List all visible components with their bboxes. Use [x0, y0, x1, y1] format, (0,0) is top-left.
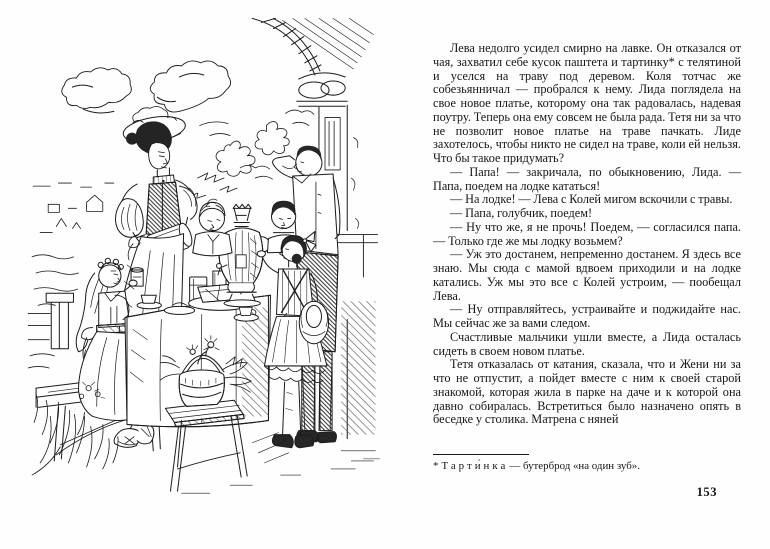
footnote-block	[433, 454, 741, 473]
paragraph-5: — Ну что же, я не прочь! Поедем, — согласился папа. — Только где же мы лодку возьмем?	[433, 219, 741, 248]
paragraph-7: — Ну отправляйтесь, устраивайте и поджидайте нас. Мы сейчас же за вами следом.	[433, 302, 741, 330]
child-at-table-left	[193, 199, 232, 256]
left-page	[28, 16, 422, 532]
paragraph-8: Счастливые мальчики ушли вместе, а Лида осталась сидеть в своем новом платье.	[433, 329, 741, 358]
paragraph-4: — Папа, голубчик, поедем!	[450, 206, 593, 220]
paragraph-2: — Папа! — закричала, по обыкновению, Лида. — Папа, поедем на лодке кататься!	[433, 164, 741, 193]
paragraph-9: Тетя отказалась от катания, сказала, что и Жени ни за что не отпустит, а пойдет вместе с ним к своей старой знакомой, которая жила в парке на даче и к которой она давно собиралась. Встретиться было назначено опять в беседке у столика. Матрена с няней	[433, 357, 741, 427]
footnote-rule	[433, 454, 529, 455]
page-number: 153	[696, 485, 717, 499]
footnote-marker: *	[433, 460, 439, 472]
stool	[165, 400, 247, 491]
footnote-term: Тарти́нка	[441, 460, 509, 472]
tea-party-illustration	[28, 16, 422, 532]
paragraph-3: — На лодке! — Лева с Колей мигом вскочили с травы.	[450, 192, 733, 207]
paragraph-6: — Уж это достанем, непременно достанем. Я здесь все знаю. Мы сюда с мамой вдвоем приходили и на лодке катались. Уж мы это все с Колей устроим, — пообещал Лева.	[433, 247, 741, 303]
body-text	[433, 42, 741, 427]
right-page	[433, 42, 741, 534]
footnote-definition: — бутерброд «на один зуб».	[509, 460, 640, 472]
paragraph-1: Лева недолго усидел смирно на лавке. Он отказался от чая, захватил себе кусок паштета и тартинку* с телятиной и уселся на траву под деревом. Коля тотчас же собезьянничал — пробрался к нему. Лида поглядела на свое новое платье, которому она так радовалась, надевая поутру. Теперь она ему совсем не была рада. Тетя ни за что не позволит новое платье на траве пачкать. Лиде захотелось, чтобы никто не сидел на траве, коли ей нельзя. Что бы такое придумать?	[433, 41, 741, 165]
footnote	[433, 460, 741, 473]
